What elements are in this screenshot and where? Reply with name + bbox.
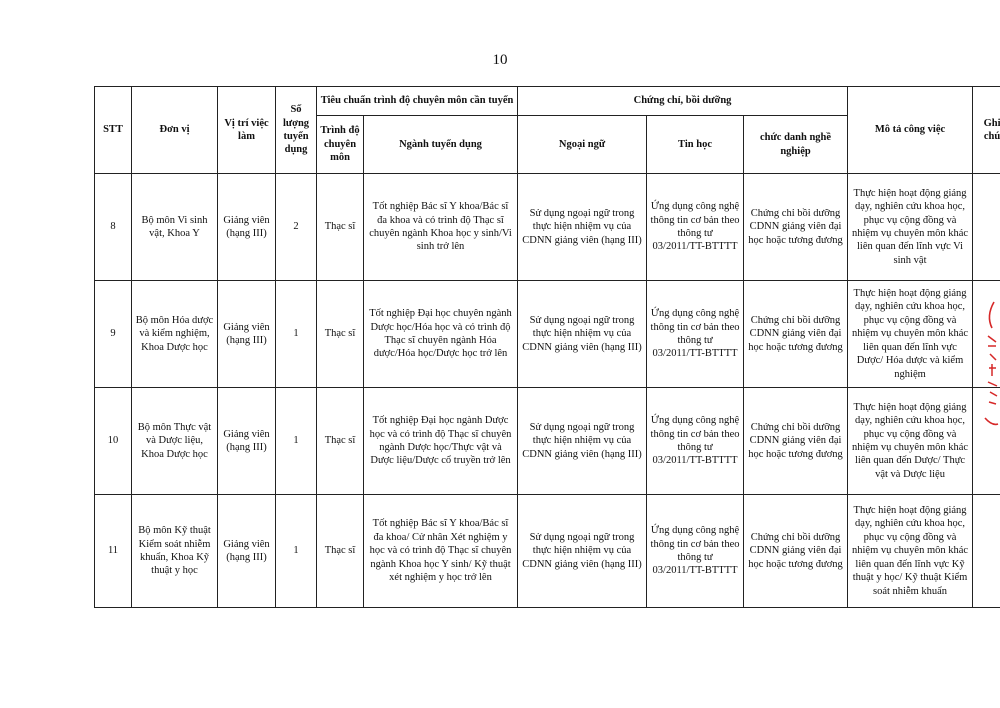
header-chuc-danh: chức danh nghề nghiệp (744, 116, 848, 174)
recruitment-table (94, 86, 1000, 608)
cell-trinh-do: Thạc sĩ (317, 174, 364, 281)
cell-nganh: Tốt nghiệp Đại học ngành Dược học và có trình độ Thạc sĩ chuyên ngành Dược học/Thực vật và Dược liệu/Dược cổ truyền trở lên (364, 388, 518, 495)
cell-mo-ta: Thực hiện hoạt động giảng dạy, nghiên cứu khoa học, phục vụ cộng đồng và nhiệm vụ chuyên môn khác liên quan đến lĩnh vực Kỹ thuật y học/ Kỹ thuật Kiểm soát nhiễm khuẩn (848, 495, 973, 608)
cell-nganh: Tốt nghiệp Đại học chuyên ngành Dược học/Hóa học và có trình độ Thạc sĩ chuyên ngành Hóa dược/Hóa học/Dược học trở lên (364, 281, 518, 388)
cell-chuc-danh: Chứng chỉ bồi dưỡng CDNN giảng viên đại học hoặc tương đương (744, 388, 848, 495)
cell-chuc-danh: Chứng chỉ bồi dưỡng CDNN giảng viên đại học hoặc tương đương (744, 174, 848, 281)
table-row (95, 495, 1000, 608)
cell-nganh: Tốt nghiệp Bác sĩ Y khoa/Bác sĩ đa khoa và có trình độ Thạc sĩ chuyên ngành Khoa học y sinh/Vi sinh trở lên (364, 174, 518, 281)
page-number: 10 (492, 52, 508, 68)
cell-mo-ta: Thực hiện hoạt động giảng dạy, nghiên cứu khoa học, phục vụ cộng đồng và nhiệm vụ chuyên môn khác liên quan đến lĩnh vực Vi sinh vật (848, 174, 973, 281)
cell-ngoai-ngu: Sử dụng ngoại ngữ trong thực hiện nhiệm vụ của CDNN giảng viên (hạng III) (518, 495, 647, 608)
header-vi-tri: Vị trí việc làm (218, 87, 276, 174)
cell-don-vi: Bộ môn Hóa dược và kiểm nghiệm, Khoa Dược học (132, 281, 218, 388)
cell-nganh: Tốt nghiệp Bác sĩ Y khoa/Bác sĩ đa khoa/ Cử nhân Xét nghiệm y học và có trình độ Thạc sĩ chuyên ngành Khoa học Y sinh/ Kỹ thuật xét nghiệm y học trở lên (364, 495, 518, 608)
header-row-1 (95, 87, 1000, 116)
header-so-luong: Số lượng tuyển dụng (276, 87, 317, 174)
cell-ghi-chu (973, 495, 1000, 608)
header-don-vi: Đơn vị (132, 87, 218, 174)
cell-stt: 10 (95, 388, 132, 495)
cell-vi-tri: Giảng viên (hạng III) (218, 281, 276, 388)
cell-stt: 8 (95, 174, 132, 281)
cell-tin-hoc: Ứng dụng công nghệ thông tin cơ bản theo thông tư 03/2011/TT-BTTTT (647, 495, 744, 608)
header-tieu-chuan: Tiêu chuẩn trình độ chuyên môn cần tuyển (317, 87, 518, 116)
cell-vi-tri: Giảng viên (hạng III) (218, 174, 276, 281)
header-ngoai-ngu: Ngoại ngữ (518, 116, 647, 174)
cell-trinh-do: Thạc sĩ (317, 281, 364, 388)
cell-stt: 11 (95, 495, 132, 608)
cell-so-luong: 1 (276, 495, 317, 608)
header-stt: STT (95, 87, 132, 174)
cell-ngoai-ngu: Sử dụng ngoại ngữ trong thực hiện nhiệm vụ của CDNN giảng viên (hạng III) (518, 388, 647, 495)
cell-don-vi: Bộ môn Thực vật và Dược liệu, Khoa Dược học (132, 388, 218, 495)
cell-tin-hoc: Ứng dụng công nghệ thông tin cơ bản theo thông tư 03/2011/TT-BTTTT (647, 174, 744, 281)
cell-vi-tri: Giảng viên (hạng III) (218, 495, 276, 608)
cell-trinh-do: Thạc sĩ (317, 388, 364, 495)
cell-mo-ta: Thực hiện hoạt động giảng dạy, nghiên cứu khoa học, phục vụ cộng đồng và nhiệm vụ chuyên môn khác liên quan đến lĩnh vực Dược/ Hóa dược và kiểm nghiệm (848, 281, 973, 388)
table-row (95, 388, 1000, 495)
cell-trinh-do: Thạc sĩ (317, 495, 364, 608)
red-stamp-fragment (982, 296, 1000, 436)
cell-stt: 9 (95, 281, 132, 388)
table-row (95, 281, 1000, 388)
cell-ghi-chu (973, 174, 1000, 281)
cell-mo-ta: Thực hiện hoạt động giảng dạy, nghiên cứu khoa học, phục vụ cộng đồng và nhiệm vụ chuyên môn khác liên quan đến Dược/ Thực vật và Dược liệu (848, 388, 973, 495)
cell-tin-hoc: Ứng dụng công nghệ thông tin cơ bản theo thông tư 03/2011/TT-BTTTT (647, 281, 744, 388)
table-row (95, 174, 1000, 281)
header-mo-ta: Mô tả công việc (848, 87, 973, 174)
header-chung-chi: Chứng chỉ, bồi dưỡng (518, 87, 848, 116)
cell-don-vi: Bộ môn Kỹ thuật Kiểm soát nhiễm khuẩn, Khoa Kỹ thuật y học (132, 495, 218, 608)
cell-so-luong: 1 (276, 388, 317, 495)
header-tin-hoc: Tin học (647, 116, 744, 174)
cell-chuc-danh: Chứng chỉ bồi dưỡng CDNN giảng viên đại học hoặc tương đương (744, 495, 848, 608)
cell-so-luong: 1 (276, 281, 317, 388)
cell-don-vi: Bộ môn Vi sinh vật, Khoa Y (132, 174, 218, 281)
cell-ngoai-ngu: Sử dụng ngoại ngữ trong thực hiện nhiệm vụ của CDNN giảng viên (hạng III) (518, 281, 647, 388)
cell-so-luong: 2 (276, 174, 317, 281)
header-trinh-do: Trình độ chuyên môn (317, 116, 364, 174)
cell-chuc-danh: Chứng chỉ bồi dưỡng CDNN giảng viên đại học hoặc tương đương (744, 281, 848, 388)
cell-tin-hoc: Ứng dụng công nghệ thông tin cơ bản theo thông tư 03/2011/TT-BTTTT (647, 388, 744, 495)
cell-ngoai-ngu: Sử dụng ngoại ngữ trong thực hiện nhiệm vụ của CDNN giảng viên (hạng III) (518, 174, 647, 281)
header-nganh: Ngành tuyển dụng (364, 116, 518, 174)
cell-vi-tri: Giảng viên (hạng III) (218, 388, 276, 495)
header-ghi-chu: Ghi chú (973, 87, 1000, 174)
